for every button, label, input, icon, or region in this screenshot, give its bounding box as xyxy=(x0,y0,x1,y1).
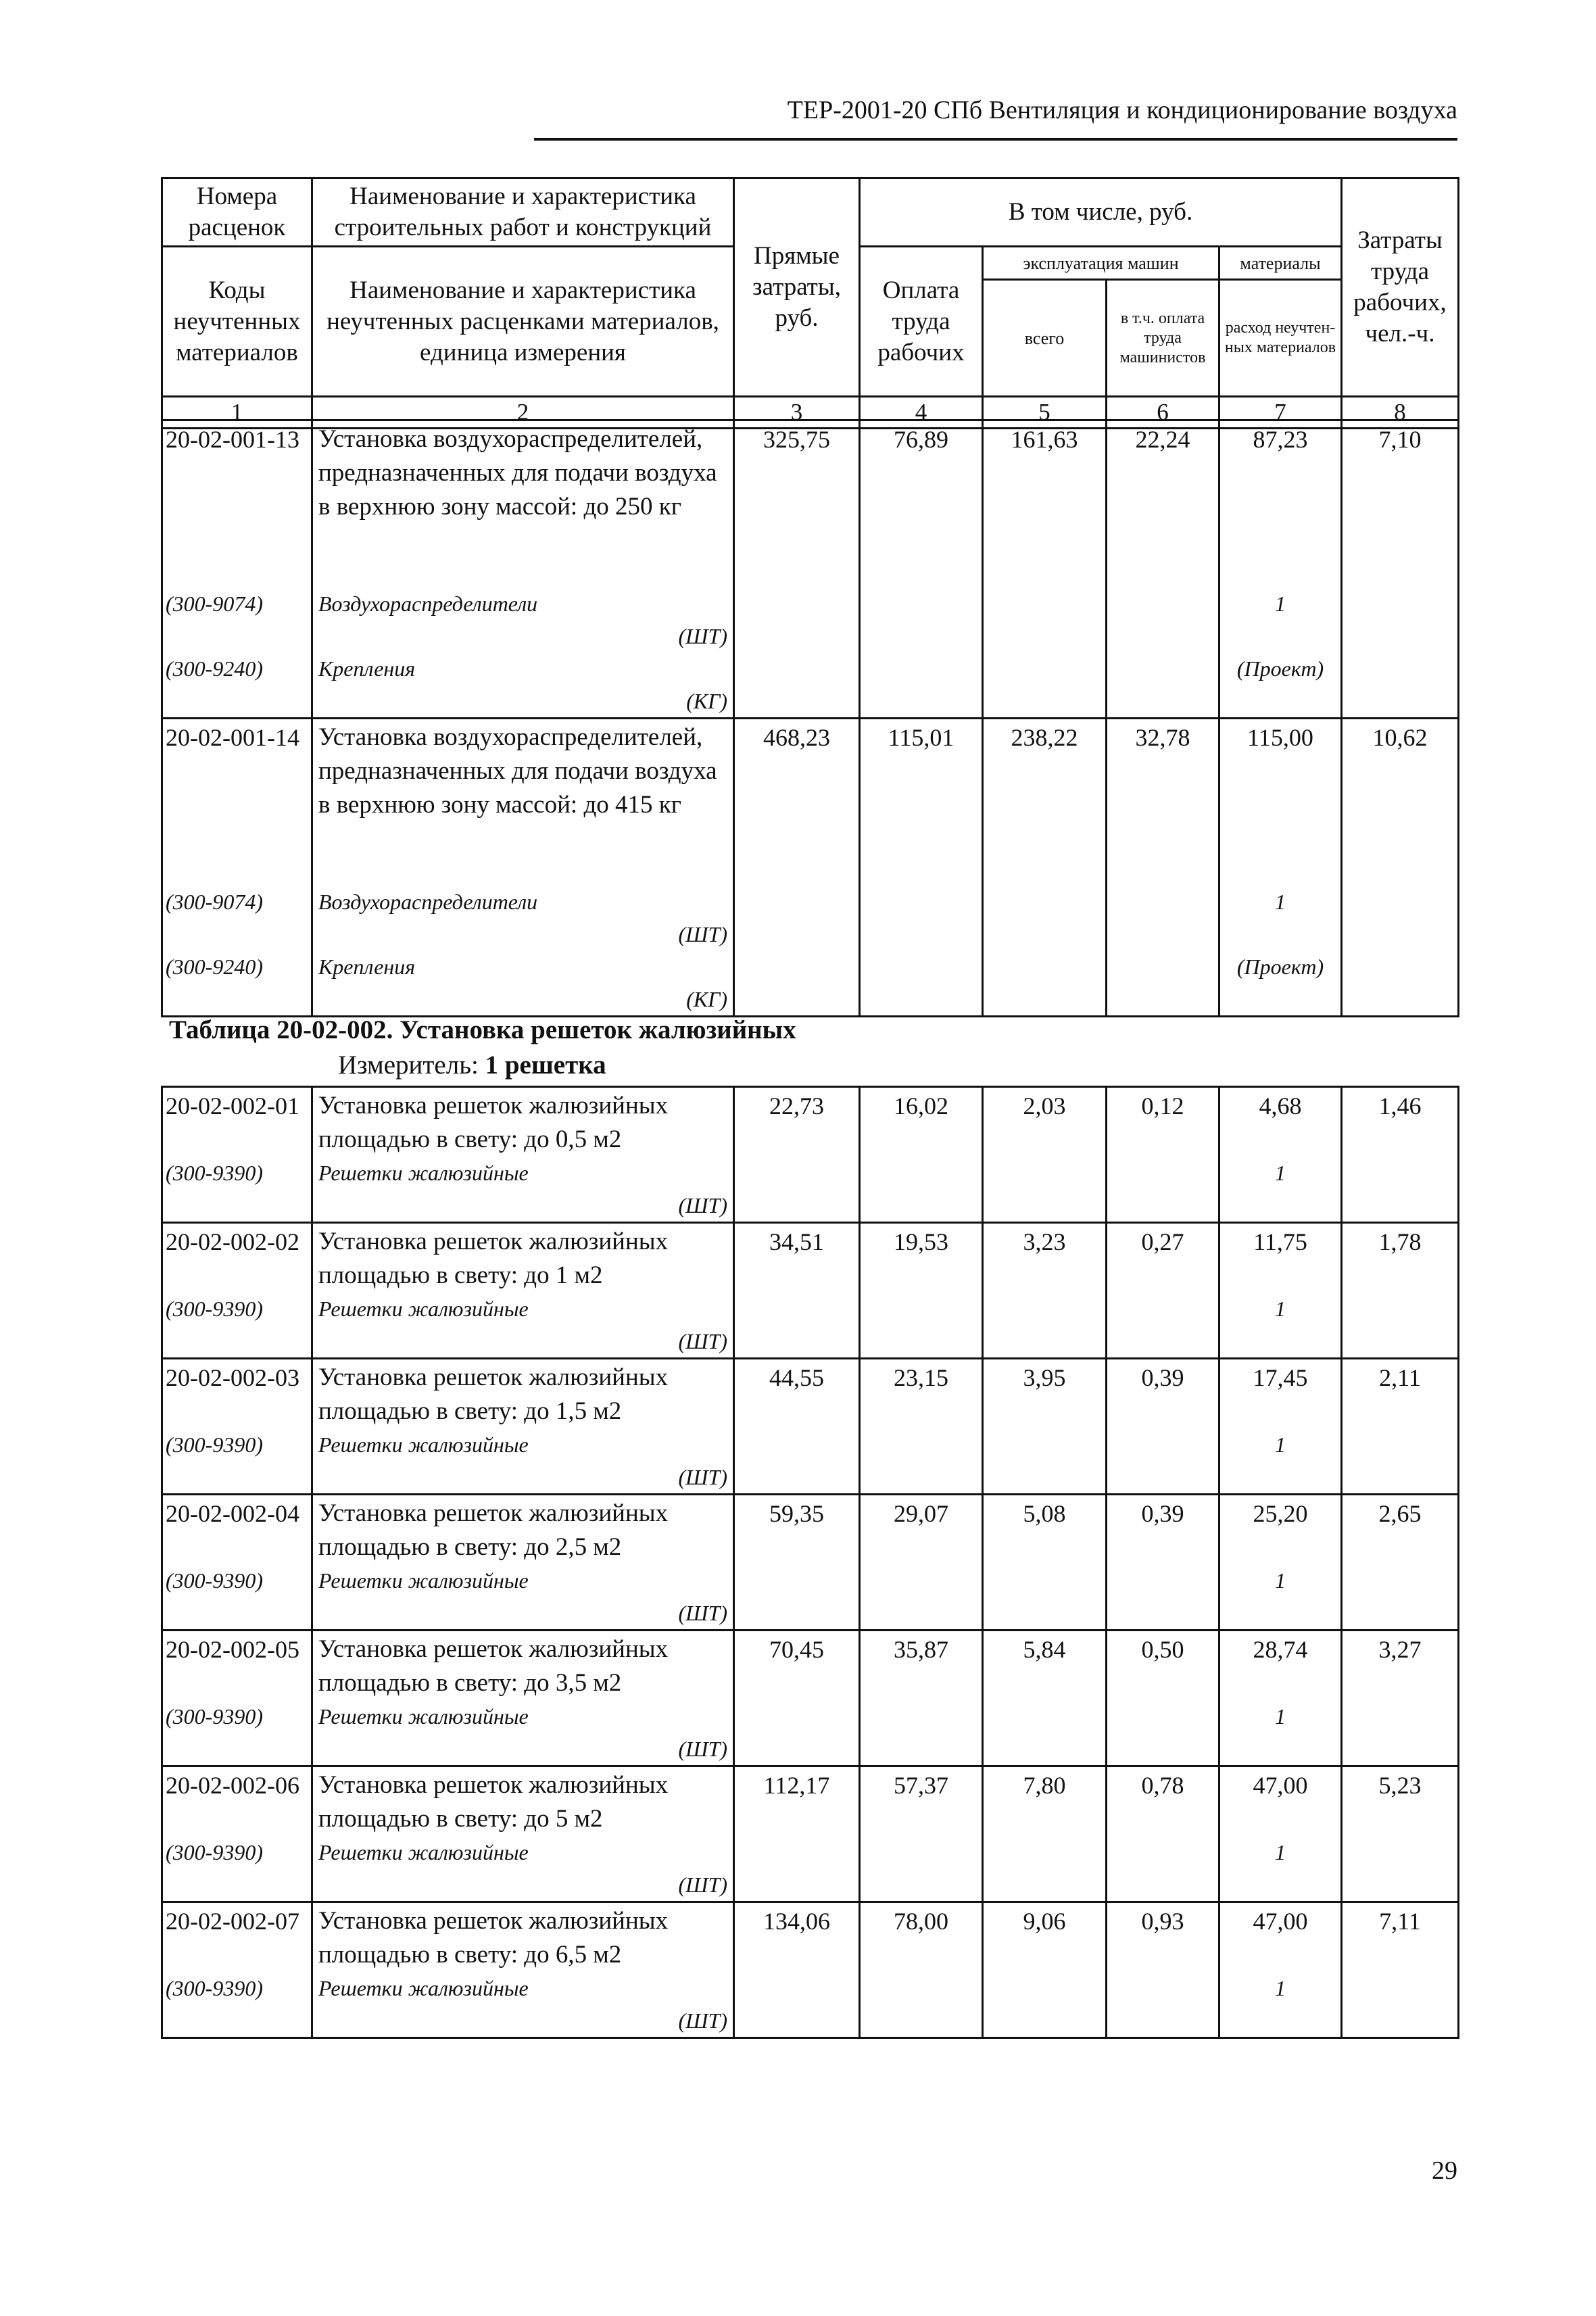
material-qty: 1 xyxy=(1219,1293,1342,1359)
material-qty: 1 xyxy=(1219,1972,1342,2038)
column-number: 1 xyxy=(162,397,312,429)
material-row xyxy=(162,587,1459,652)
table-row xyxy=(162,1902,1459,1973)
material-code: (300-9074) xyxy=(162,587,312,652)
rate-name: Установка решеток жалюзийных площадью в свету: до 3,5 м2 xyxy=(312,1631,734,1701)
material-qty: 1 xyxy=(1219,587,1342,652)
material-code: (300-9390) xyxy=(162,1293,312,1359)
material-qty: 1 xyxy=(1219,1564,1342,1631)
rate-code: 20-02-002-06 xyxy=(162,1766,312,1837)
materials-cost: 4,68 xyxy=(1219,1087,1342,1157)
material-name: Крепления xyxy=(318,656,416,681)
header-machine-total: всего xyxy=(983,280,1107,397)
table-row xyxy=(162,1087,1459,1157)
material-row xyxy=(162,886,1459,950)
materials-cost: 25,20 xyxy=(1219,1495,1342,1565)
material-row xyxy=(162,1293,1459,1359)
machinist-pay: 0,39 xyxy=(1107,1495,1219,1565)
material-name: Решетки жалюзийные xyxy=(318,1704,529,1729)
labor-hours: 5,23 xyxy=(1342,1766,1459,1837)
rate-code: 20-02-001-14 xyxy=(162,719,312,886)
materials-cost: 47,00 xyxy=(1219,1766,1342,1837)
table-row xyxy=(162,1223,1459,1293)
machinist-pay: 22,24 xyxy=(1107,420,1219,588)
material-qty: 1 xyxy=(1219,886,1342,950)
rate-name: Установка решеток жалюзийных площадью в свету: до 2,5 м2 xyxy=(312,1495,734,1565)
rate-name: Установка решеток жалюзийных площадью в свету: до 1,5 м2 xyxy=(312,1359,734,1429)
rate-name: Установка решеток жалюзийных площадью в свету: до 0,5 м2 xyxy=(312,1087,734,1157)
header-labor-pay: Оплата труда рабочих xyxy=(860,247,983,397)
header-unaccounted-consumption: расход неучтен-ных материалов xyxy=(1219,280,1342,397)
labor-pay: 78,00 xyxy=(860,1902,983,1973)
rate-code: 20-02-002-03 xyxy=(162,1359,312,1429)
material-unit: (ШТ) xyxy=(678,1737,727,1761)
materials-cost: 87,23 xyxy=(1219,420,1342,588)
rate-code: 20-02-002-04 xyxy=(162,1495,312,1565)
header-labor-hours: Затраты труда рабочих, чел.-ч. xyxy=(1342,178,1459,397)
rate-code: 20-02-002-05 xyxy=(162,1631,312,1701)
labor-pay: 115,01 xyxy=(860,719,983,886)
machines-total: 3,95 xyxy=(983,1359,1107,1429)
material-unit: (ШТ) xyxy=(678,2008,727,2033)
rates-table-20-02-001 xyxy=(161,419,1459,1017)
direct-costs: 34,51 xyxy=(734,1223,860,1293)
header-rule xyxy=(534,138,1457,141)
material-row xyxy=(162,1428,1459,1495)
rate-name: Установка воздухораспределителей, предназначенных для подачи воздуха в верхнюю зону массой: до 415 кг xyxy=(312,719,734,886)
column-number: 5 xyxy=(983,397,1107,429)
material-qty: 1 xyxy=(1219,1700,1342,1766)
machines-total: 161,63 xyxy=(983,420,1107,588)
material-row xyxy=(162,652,1459,719)
rate-name: Установка решеток жалюзийных площадью в свету: до 1 м2 xyxy=(312,1223,734,1293)
material-unit: (ШТ) xyxy=(678,1193,727,1217)
material-unit: (ШТ) xyxy=(678,1601,727,1625)
direct-costs: 134,06 xyxy=(734,1902,860,1973)
column-number: 6 xyxy=(1107,397,1219,429)
rate-code: 20-02-002-07 xyxy=(162,1902,312,1973)
labor-hours: 2,11 xyxy=(1342,1359,1459,1429)
material-unit: (ШТ) xyxy=(678,922,727,946)
labor-pay: 76,89 xyxy=(860,420,983,588)
material-code: (300-9390) xyxy=(162,1564,312,1631)
material-unit: (ШТ) xyxy=(678,624,727,648)
machines-total: 3,23 xyxy=(983,1223,1107,1293)
material-qty: 1 xyxy=(1219,1836,1342,1902)
material-name: Решетки жалюзийные xyxy=(318,1976,529,2000)
unit-value: 1 решетка xyxy=(485,1051,606,1080)
page-number: 29 xyxy=(1432,2156,1457,2185)
table-unit-of-measure xyxy=(338,1049,606,1082)
direct-costs: 468,23 xyxy=(734,719,860,886)
labor-pay: 35,87 xyxy=(860,1631,983,1701)
machinist-pay: 0,39 xyxy=(1107,1359,1219,1429)
labor-hours: 7,11 xyxy=(1342,1902,1459,1973)
table-row xyxy=(162,1766,1459,1837)
material-qty: 1 xyxy=(1219,1157,1342,1223)
material-row xyxy=(162,1972,1459,2038)
direct-costs: 325,75 xyxy=(734,420,860,588)
column-header-table xyxy=(161,177,1459,429)
machinist-pay: 32,78 xyxy=(1107,719,1219,886)
table-row xyxy=(162,1631,1459,1701)
machinist-pay: 0,50 xyxy=(1107,1631,1219,1701)
material-code: (300-9390) xyxy=(162,1157,312,1223)
header-machinist-pay: в т.ч. оплата труда машинистов xyxy=(1107,280,1219,397)
material-row xyxy=(162,1700,1459,1766)
material-code: (300-9240) xyxy=(162,950,312,1017)
rate-name: Установка решеток жалюзийных площадью в свету: до 5 м2 xyxy=(312,1766,734,1837)
material-row xyxy=(162,1836,1459,1902)
materials-cost: 17,45 xyxy=(1219,1359,1342,1429)
material-name: Решетки жалюзийные xyxy=(318,1432,529,1457)
rates-table-20-02-002 xyxy=(161,1086,1459,2039)
labor-pay: 16,02 xyxy=(860,1087,983,1157)
material-unit: (КГ) xyxy=(686,987,727,1011)
material-unit: (ШТ) xyxy=(678,1329,727,1353)
materials-cost: 11,75 xyxy=(1219,1223,1342,1293)
header-work-name: Наименование и характеристика строительных работ и конструкций xyxy=(312,178,734,247)
material-row xyxy=(162,950,1459,1017)
direct-costs: 59,35 xyxy=(734,1495,860,1565)
material-name: Решетки жалюзийные xyxy=(318,1840,529,1864)
materials-cost: 115,00 xyxy=(1219,719,1342,886)
machines-total: 5,08 xyxy=(983,1495,1107,1565)
column-number: 4 xyxy=(860,397,983,429)
header-machine-operation: эксплуатация машин xyxy=(983,247,1219,280)
machines-total: 7,80 xyxy=(983,1766,1107,1837)
rate-name: Установка воздухораспределителей, предназначенных для подачи воздуха в верхнюю зону массой: до 250 кг xyxy=(312,420,734,588)
material-code: (300-9240) xyxy=(162,652,312,719)
direct-costs: 112,17 xyxy=(734,1766,860,1837)
materials-cost: 28,74 xyxy=(1219,1631,1342,1701)
material-name: Крепления xyxy=(318,955,416,979)
material-qty: (Проект) xyxy=(1219,652,1342,719)
material-code: (300-9074) xyxy=(162,886,312,950)
table-row xyxy=(162,1359,1459,1429)
material-name: Решетки жалюзийные xyxy=(318,1161,529,1185)
machinist-pay: 0,78 xyxy=(1107,1766,1219,1837)
material-code: (300-9390) xyxy=(162,1428,312,1495)
unit-label: Измеритель: xyxy=(338,1051,479,1080)
labor-pay: 23,15 xyxy=(860,1359,983,1429)
machines-total: 5,84 xyxy=(983,1631,1107,1701)
materials-cost: 47,00 xyxy=(1219,1902,1342,1973)
header-including: В том числе, руб. xyxy=(860,178,1342,247)
labor-pay: 29,07 xyxy=(860,1495,983,1565)
labor-pay: 19,53 xyxy=(860,1223,983,1293)
rate-code: 20-02-001-13 xyxy=(162,420,312,588)
page-running-header: ТЕР-2001-20 СПб Вентиляция и кондиционирование воздуха xyxy=(787,96,1457,124)
material-row xyxy=(162,1564,1459,1631)
material-unit: (ШТ) xyxy=(678,1465,727,1489)
header-materials: материалы xyxy=(1219,247,1342,280)
direct-costs: 70,45 xyxy=(734,1631,860,1701)
material-unit: (КГ) xyxy=(686,689,727,713)
direct-costs: 44,55 xyxy=(734,1359,860,1429)
direct-costs: 22,73 xyxy=(734,1087,860,1157)
machinist-pay: 0,12 xyxy=(1107,1087,1219,1157)
material-code: (300-9390) xyxy=(162,1836,312,1902)
material-name: Решетки жалюзийные xyxy=(318,1568,529,1593)
rate-code: 20-02-002-01 xyxy=(162,1087,312,1157)
labor-hours: 3,27 xyxy=(1342,1631,1459,1701)
machinist-pay: 0,27 xyxy=(1107,1223,1219,1293)
labor-hours: 7,10 xyxy=(1342,420,1459,588)
rate-name: Установка решеток жалюзийных площадью в свету: до 6,5 м2 xyxy=(312,1902,734,1973)
labor-pay: 57,37 xyxy=(860,1766,983,1837)
machines-total: 238,22 xyxy=(983,719,1107,886)
labor-hours: 2,65 xyxy=(1342,1495,1459,1565)
rate-code: 20-02-002-02 xyxy=(162,1223,312,1293)
material-row xyxy=(162,1157,1459,1223)
table-row xyxy=(162,719,1459,886)
header-rate-numbers: Номера расценок xyxy=(162,178,312,247)
material-unit: (ШТ) xyxy=(678,1873,727,1897)
machines-total: 2,03 xyxy=(983,1087,1107,1157)
machines-total: 9,06 xyxy=(983,1902,1107,1973)
material-qty: 1 xyxy=(1219,1428,1342,1495)
column-number: 2 xyxy=(312,397,734,429)
material-code: (300-9390) xyxy=(162,1972,312,2038)
column-number: 7 xyxy=(1219,397,1342,429)
labor-hours: 10,62 xyxy=(1342,719,1459,886)
material-qty: (Проект) xyxy=(1219,950,1342,1017)
material-name: Решетки жалюзийные xyxy=(318,1297,529,1321)
header-material-codes: Коды неучтенных материалов xyxy=(162,247,312,397)
table-title: Таблица 20-02-002. Установка решеток жалюзийных xyxy=(169,1015,796,1044)
material-code: (300-9390) xyxy=(162,1700,312,1766)
header-direct-costs: Прямые затраты, руб. xyxy=(734,178,860,397)
material-name: Воздухораспределители xyxy=(318,890,538,914)
material-name: Воздухораспределители xyxy=(318,592,538,616)
labor-hours: 1,46 xyxy=(1342,1087,1459,1157)
labor-hours: 1,78 xyxy=(1342,1223,1459,1293)
header-material-name: Наименование и характеристика неучтенных расценками материалов, единица измерения xyxy=(312,247,734,397)
table-row xyxy=(162,420,1459,588)
column-number: 8 xyxy=(1342,397,1459,429)
machinist-pay: 0,93 xyxy=(1107,1902,1219,1973)
table-row xyxy=(162,1495,1459,1565)
column-number: 3 xyxy=(734,397,860,429)
